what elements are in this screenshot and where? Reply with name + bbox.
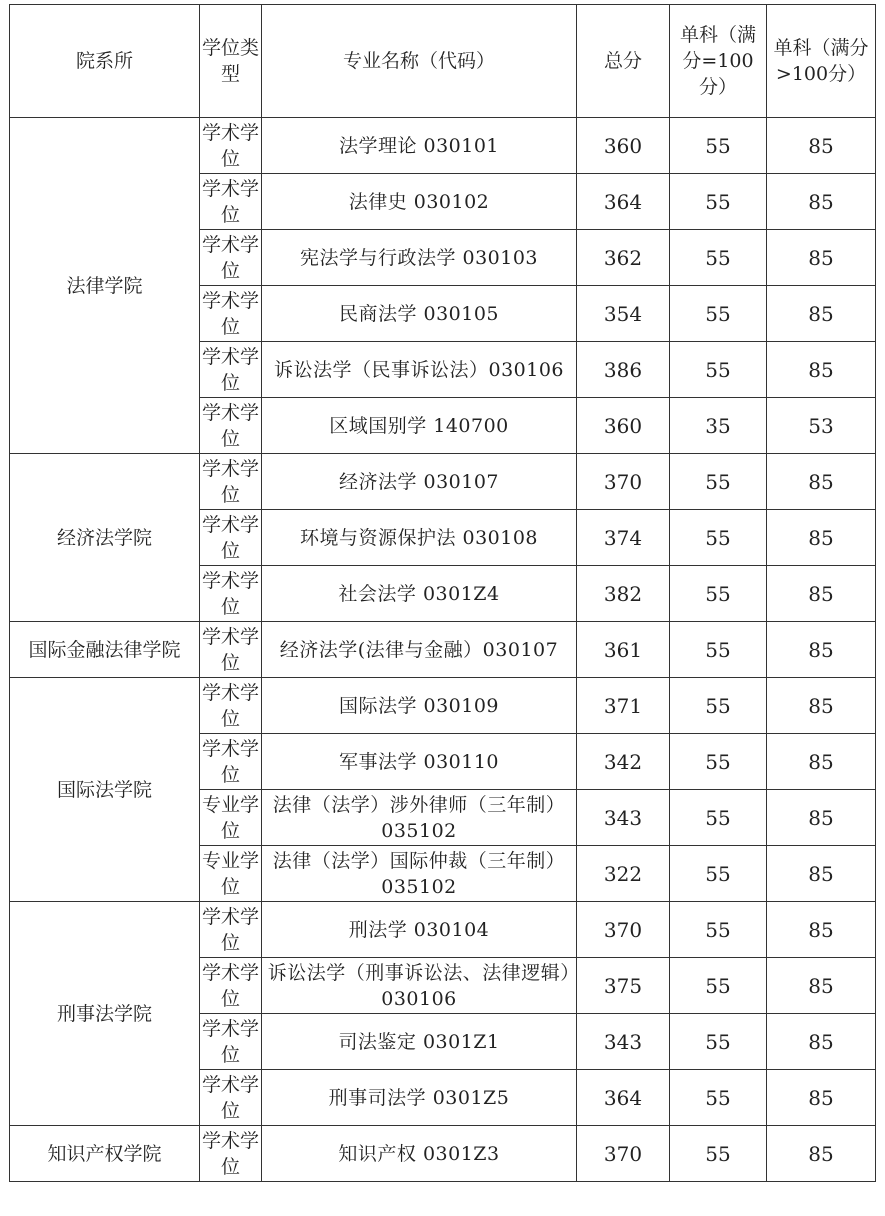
total-score-cell: 370 [577,1126,670,1182]
degree-type-cell: 专业学位 [200,790,262,846]
major-cell: 宪法学与行政法学 030103 [262,230,577,286]
single-100-cell: 55 [670,678,767,734]
header-degree-type: 学位类型 [200,5,262,118]
total-score-cell: 343 [577,1014,670,1070]
total-score-cell: 386 [577,342,670,398]
single-100-cell: 55 [670,958,767,1014]
total-score-cell: 362 [577,230,670,286]
major-cell: 民商法学 030105 [262,286,577,342]
single-over-100-cell: 85 [767,902,876,958]
degree-type-cell: 学术学位 [200,342,262,398]
major-cell: 刑事司法学 0301Z5 [262,1070,577,1126]
total-score-cell: 370 [577,454,670,510]
total-score-cell: 354 [577,286,670,342]
header-row [10,5,876,118]
major-cell: 刑法学 030104 [262,902,577,958]
table-row [10,902,876,958]
total-score-cell: 370 [577,902,670,958]
major-cell: 经济法学(法律与金融）030107 [262,622,577,678]
single-over-100-cell: 85 [767,342,876,398]
major-cell: 社会法学 0301Z4 [262,566,577,622]
major-cell: 法律史 030102 [262,174,577,230]
table-body [10,118,876,1182]
degree-type-cell: 学术学位 [200,678,262,734]
major-cell: 环境与资源保护法 030108 [262,510,577,566]
major-cell: 经济法学 030107 [262,454,577,510]
single-100-cell: 55 [670,790,767,846]
total-score-cell: 343 [577,790,670,846]
single-100-cell: 55 [670,902,767,958]
major-cell: 区域国别学 140700 [262,398,577,454]
total-score-cell: 342 [577,734,670,790]
total-score-cell: 361 [577,622,670,678]
single-100-cell: 55 [670,230,767,286]
degree-type-cell: 学术学位 [200,734,262,790]
total-score-cell: 375 [577,958,670,1014]
total-score-cell: 371 [577,678,670,734]
table-row [10,1126,876,1182]
total-score-cell: 360 [577,118,670,174]
table-row [10,622,876,678]
degree-type-cell: 学术学位 [200,1070,262,1126]
single-over-100-cell: 85 [767,790,876,846]
single-100-cell: 55 [670,510,767,566]
major-cell: 法学理论 030101 [262,118,577,174]
major-cell: 国际法学 030109 [262,678,577,734]
single-over-100-cell: 85 [767,1070,876,1126]
department-name: 国际法学院 [10,678,200,902]
single-100-cell: 55 [670,622,767,678]
single-100-cell: 55 [670,118,767,174]
single-100-cell: 55 [670,1126,767,1182]
department-name: 法律学院 [10,118,200,454]
single-over-100-cell: 85 [767,174,876,230]
department-name: 知识产权学院 [10,1126,200,1182]
single-over-100-cell: 85 [767,510,876,566]
header-department: 院系所 [10,5,200,118]
degree-type-cell: 学术学位 [200,510,262,566]
single-over-100-cell: 85 [767,118,876,174]
header-single-over-100: 单科（满分>100分） [767,5,876,118]
table-row [10,118,876,174]
total-score-cell: 322 [577,846,670,902]
header-single-100: 单科（满分=100分） [670,5,767,118]
single-over-100-cell: 85 [767,734,876,790]
degree-type-cell: 学术学位 [200,902,262,958]
single-over-100-cell: 85 [767,678,876,734]
major-cell: 知识产权 0301Z3 [262,1126,577,1182]
single-over-100-cell: 85 [767,846,876,902]
single-100-cell: 35 [670,398,767,454]
degree-type-cell: 学术学位 [200,174,262,230]
header-total: 总分 [577,5,670,118]
single-over-100-cell: 85 [767,454,876,510]
single-100-cell: 55 [670,286,767,342]
degree-type-cell: 学术学位 [200,566,262,622]
degree-type-cell: 学术学位 [200,1014,262,1070]
single-100-cell: 55 [670,342,767,398]
total-score-cell: 364 [577,174,670,230]
degree-type-cell: 学术学位 [200,454,262,510]
major-cell: 诉讼法学（刑事诉讼法、法律逻辑）030106 [262,958,577,1014]
single-over-100-cell: 53 [767,398,876,454]
single-over-100-cell: 85 [767,1014,876,1070]
major-cell: 法律（法学）国际仲裁（三年制）035102 [262,846,577,902]
degree-type-cell: 学术学位 [200,286,262,342]
degree-type-cell: 学术学位 [200,958,262,1014]
degree-type-cell: 学术学位 [200,118,262,174]
single-100-cell: 55 [670,1070,767,1126]
table-row [10,678,876,734]
single-over-100-cell: 85 [767,622,876,678]
degree-type-cell: 专业学位 [200,846,262,902]
single-over-100-cell: 85 [767,1126,876,1182]
major-cell: 法律（法学）涉外律师（三年制）035102 [262,790,577,846]
degree-type-cell: 学术学位 [200,398,262,454]
single-over-100-cell: 85 [767,286,876,342]
degree-type-cell: 学术学位 [200,230,262,286]
total-score-cell: 360 [577,398,670,454]
total-score-cell: 364 [577,1070,670,1126]
degree-type-cell: 学术学位 [200,1126,262,1182]
single-over-100-cell: 85 [767,566,876,622]
department-name: 刑事法学院 [10,902,200,1126]
single-100-cell: 55 [670,174,767,230]
major-cell: 司法鉴定 0301Z1 [262,1014,577,1070]
header-major: 专业名称（代码） [262,5,577,118]
single-100-cell: 55 [670,734,767,790]
total-score-cell: 382 [577,566,670,622]
single-100-cell: 55 [670,566,767,622]
single-100-cell: 55 [670,454,767,510]
total-score-cell: 374 [577,510,670,566]
degree-type-cell: 学术学位 [200,622,262,678]
score-table [9,4,876,1182]
major-cell: 军事法学 030110 [262,734,577,790]
department-name: 经济法学院 [10,454,200,622]
single-over-100-cell: 85 [767,958,876,1014]
single-100-cell: 55 [670,1014,767,1070]
major-cell: 诉讼法学（民事诉讼法）030106 [262,342,577,398]
table-row [10,454,876,510]
department-name: 国际金融法律学院 [10,622,200,678]
single-over-100-cell: 85 [767,230,876,286]
single-100-cell: 55 [670,846,767,902]
